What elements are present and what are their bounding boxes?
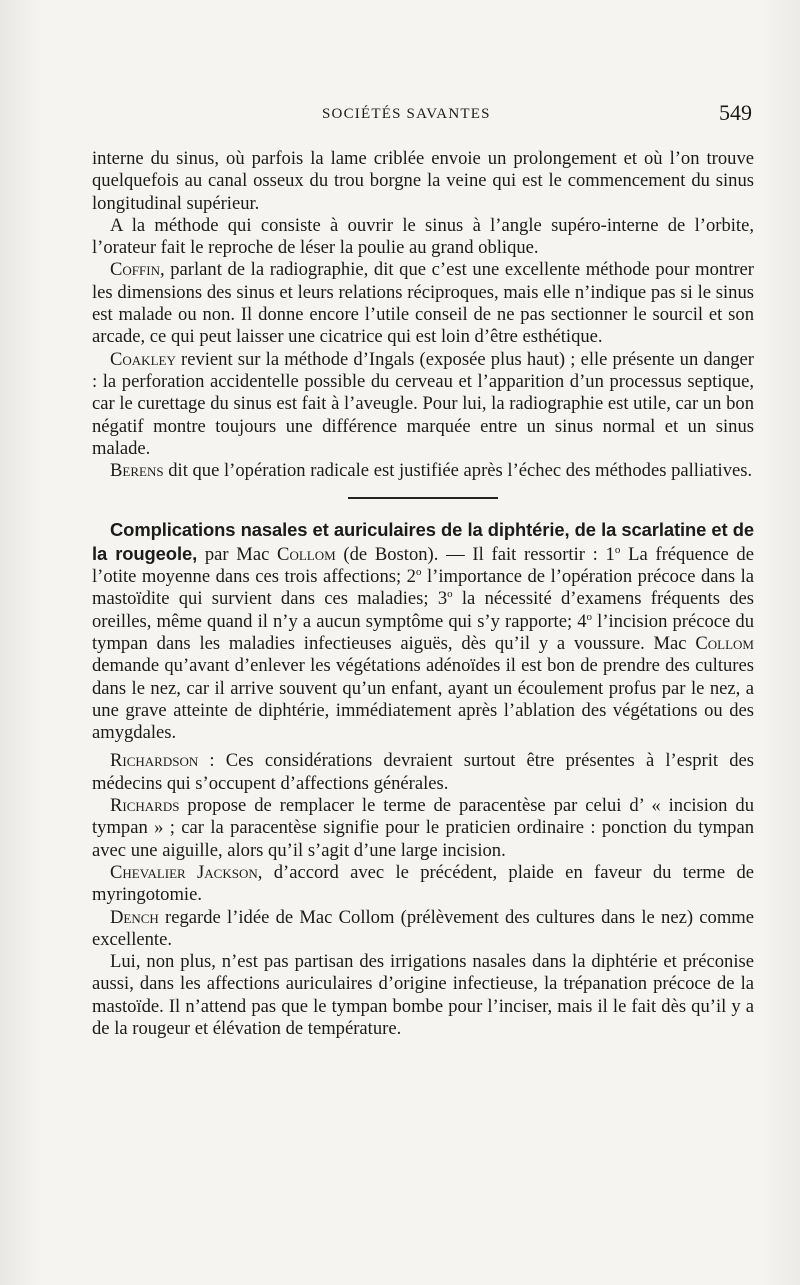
page-number: 549 xyxy=(719,100,752,125)
section-paragraph xyxy=(92,519,754,744)
degree-mark: o xyxy=(415,565,422,578)
paragraph-2: A la méthode qui consiste à ouvrir le sinus à l’angle supéro-interne de l’orbite, l’orateur fait le reproche de léser la poulie au grand oblique. xyxy=(92,214,754,259)
body-text xyxy=(92,148,754,1040)
paragraph-text: , parlant de la radiographie, dit que c’est une excellente méthode pour montrer les dimensions des sinus et leurs relations réciproques, mais elle n’indique pas si le sinus est malade ou non. Il donne encore l’utile conseil de ne pas sectionner le sourcil et son arcade, ce qui peut laisser une cicatrice qui est loin d’être esthétique. xyxy=(92,259,754,348)
speaker-name: Richards xyxy=(110,795,180,817)
section-text: l’incision précoce du tympan dans les maladies infectieuses aiguës, dès qu’il y a voussure. Mac xyxy=(92,610,754,654)
section-text: l’importance de l’opération précoce dans la mastoïdite qui survient dans ces maladies; 3 xyxy=(92,566,755,610)
section-title: Complications nasales et auriculaires de la diphtérie, de la scarlatine et de la rougeole, xyxy=(92,519,754,564)
paragraph-8 xyxy=(92,795,754,862)
section-by: par Mac xyxy=(197,543,278,565)
speaker-name: Berens xyxy=(110,460,164,482)
paragraph-text: dit que l’opération radicale est justifiée après l’échec des méthodes palliatives. xyxy=(163,460,753,482)
paragraph-text: revient sur la méthode d’Ingals (exposée plus haut) ; elle présente un danger : la perforation accidentelle possible du cerveau et l’apparition d’un processus septique, car le curettage du sinus est fait à l’aveugle. Pour lui, la radiographie est utile, car un bon négatif montre toujours une différence marquée entre un sinus normal et un sinus malade. xyxy=(92,348,754,459)
section-text: demande qu’avant d’enlever les végétations adénoïdes il est bon de prendre des cultures dans le nez, car il arrive souvent qu’un enfant, ayant un écoulement profus par le nez, a une grave atteinte de diphtérie, immédiatement après l’ablation des végétations ou des amygdales. xyxy=(92,655,754,744)
paragraph-text: : Ces considérations devraient surtout être présentes à l’esprit des médecins qui s’occupent d’affections générales. xyxy=(92,750,754,794)
page-header xyxy=(92,100,754,130)
degree-mark: o xyxy=(586,610,593,623)
section-text: (de Boston). — Il fait ressortir : 1 xyxy=(335,543,615,565)
section-text: la nécessité d’examens fréquents des oreilles, même quand il n’y a aucun symptôme qui s’y rapporte; 4 xyxy=(92,588,755,632)
author-name: Collom xyxy=(277,543,336,565)
paragraph-text: propose de remplacer le terme de paracentèse par celui d’ « incision du tympan » ; car la paracentèse signifie pour le praticien ordinaire : ponction du tympan avec une aiguille, alors qu’il s’agit d’une large incision. xyxy=(92,795,754,861)
paragraph-text: regarde l’idée de Mac Collom (prélèvement des cultures dans le nez) comme excellente. xyxy=(92,906,754,950)
paragraph-11: Lui, non plus, n’est pas partisan des irrigations nasales dans la diphtérie et préconise aussi, dans les affections auriculaires d’origine infectieuse, la trépanation précoce de la mastoïde. Il n’attend pas que le tympan bombe pour l’inciser, mais il le fait dès qu’il y a de la rougeur et élévation de température. xyxy=(92,951,754,1039)
running-head: SOCIÉTÉS SAVANTES xyxy=(322,106,491,122)
speaker-name: Richardson xyxy=(110,750,199,772)
section-divider xyxy=(348,497,498,499)
paragraph-text: , d’accord avec le précédent, plaide en faveur du terme de myringotomie. xyxy=(92,861,754,906)
paragraph-10 xyxy=(92,907,754,952)
speaker-name: Coffin xyxy=(110,259,160,281)
paragraph-9 xyxy=(92,862,754,907)
section-text: La fréquence de l’otite moyenne dans ces trois affections; 2 xyxy=(92,543,754,588)
author-name: Collom xyxy=(695,632,754,654)
paragraph-3 xyxy=(92,259,754,348)
paragraph-7 xyxy=(92,750,754,795)
paragraph-1: interne du sinus, où parfois la lame criblée envoie un prolongement et où l’on trouve quelquefois au canal osseux du trou borgne la veine qui est le commencement du sinus longitudinal supérieur. xyxy=(92,148,754,214)
speaker-name: Coakley xyxy=(110,348,176,370)
speaker-name: Dench xyxy=(110,906,159,928)
paragraph-4 xyxy=(92,349,754,460)
speaker-name: Chevalier Jackson xyxy=(110,861,258,883)
degree-mark: o xyxy=(447,588,453,601)
degree-mark: o xyxy=(614,543,621,556)
paragraph-5 xyxy=(92,460,754,482)
